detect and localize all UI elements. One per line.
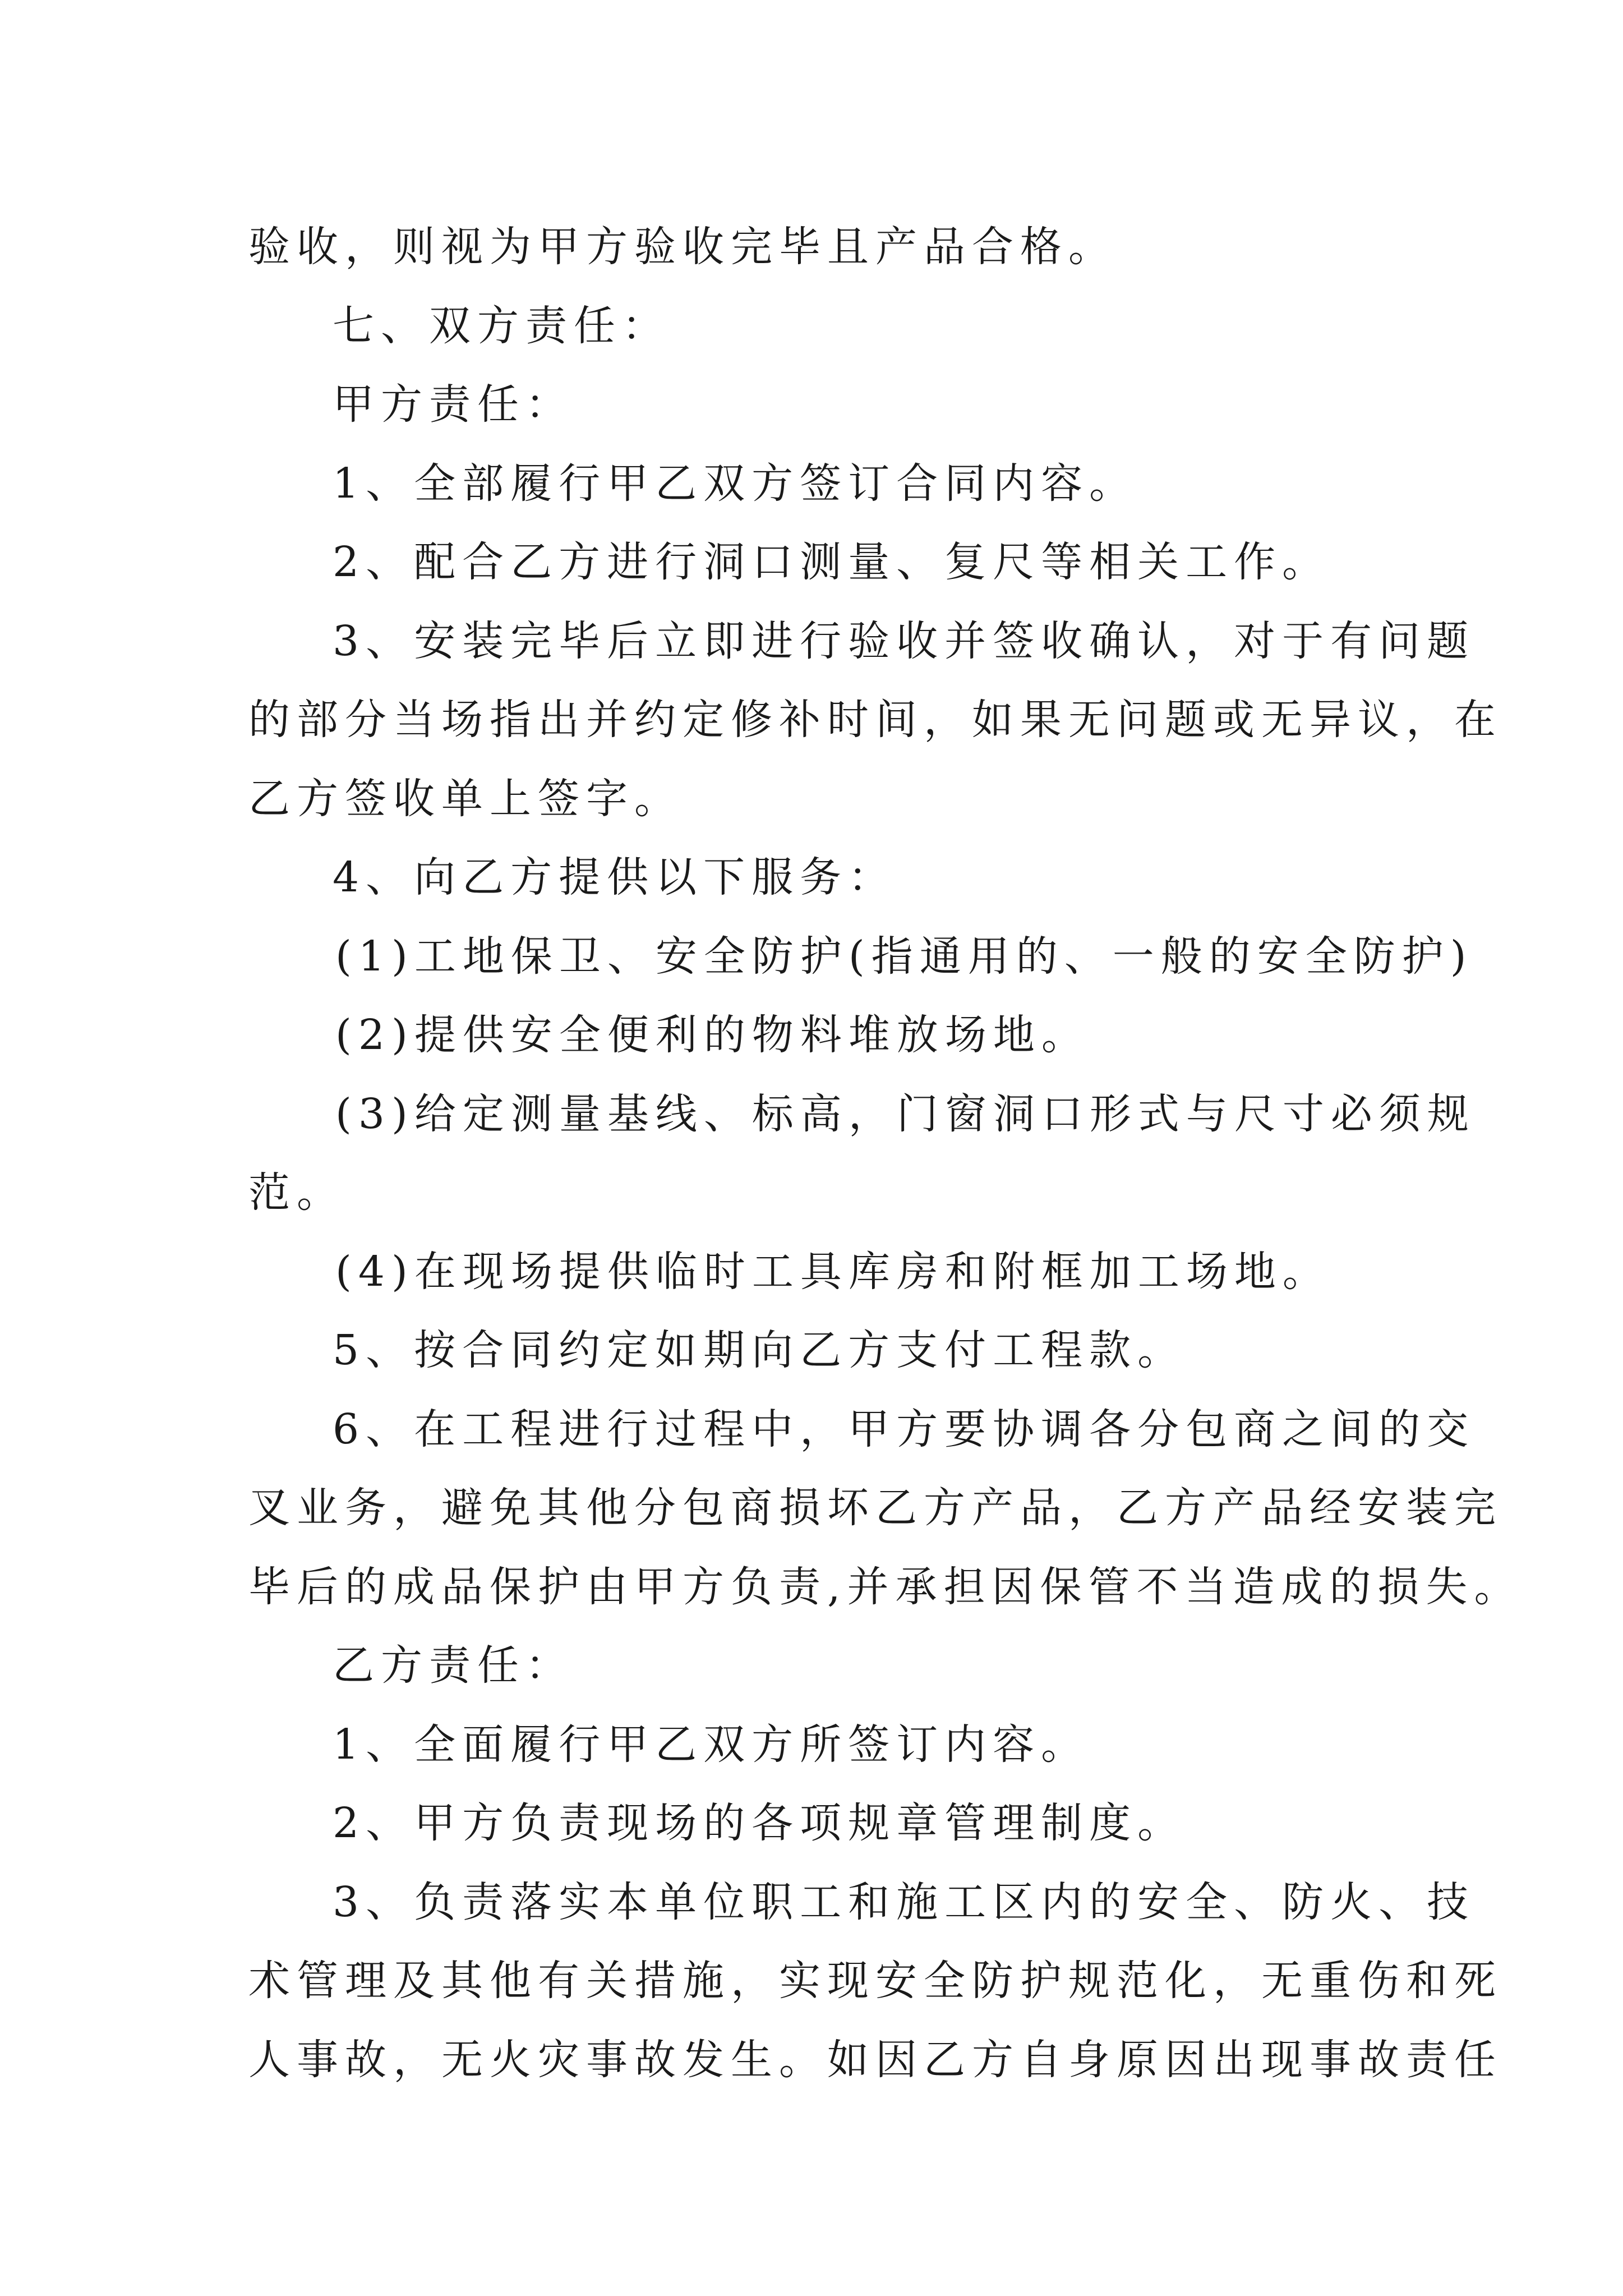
list-item: 3、安装完毕后立即进行验收并签收确认，对于有问题: [333, 616, 1476, 665]
sub-list-item: (2)提供安全便利的物料堆放场地。: [335, 1011, 1090, 1059]
text-line: 叉业务，避免其他分包商损坏乙方产品，乙方产品经安装完: [248, 1484, 1502, 1532]
list-item: 2、甲方负责现场的各项规章管理制度。: [333, 1799, 1186, 1847]
text-line: 乙方签收单上签字。: [248, 774, 683, 823]
list-item: 3、负责落实本单位职工和施工区内的安全、防火、技: [333, 1878, 1476, 1926]
text-line: 毕后的成品保护由甲方负责,并承担因保管不当造成的损失。: [248, 1562, 1523, 1611]
text-line: 术管理及其他有关措施，实现安全防护规范化，无重伤和死: [248, 1957, 1502, 2005]
document-body: [248, 208, 1523, 2099]
sub-list-item: (4)在现场提供临时工具库房和附框加工场地。: [335, 1247, 1331, 1296]
text-line: 范。: [248, 1168, 345, 1217]
list-item: 5、按合同约定如期向乙方支付工程款。: [333, 1326, 1186, 1374]
sub-list-item: (3)给定测量基线、标高，门窗洞口形式与尺寸必须规: [335, 1089, 1476, 1138]
list-item: 6、在工程进行过程中，甲方要协调各分包商之间的交: [333, 1405, 1476, 1453]
text-line: 的部分当场指出并约定修补时间，如果无问题或无异议，在: [248, 696, 1502, 744]
text-line: 验收，则视为甲方验收完毕且产品合格。: [248, 223, 1117, 271]
list-item: 2、配合乙方进行洞口测量、复尺等相关工作。: [333, 538, 1331, 586]
subsection-heading: 乙方责任：: [333, 1641, 574, 1690]
list-item: 4、向乙方提供以下服务：: [333, 853, 897, 901]
section-heading: 七、双方责任：: [333, 301, 670, 350]
text-line: 人事故，无火灾事故发生。如因乙方自身原因出现事故责任: [248, 2035, 1502, 2084]
subsection-heading: 甲方责任：: [333, 380, 574, 429]
list-item: 1、全部履行甲乙双方签订合同内容。: [333, 459, 1138, 508]
list-item: 1、全面履行甲乙双方所签订内容。: [333, 1720, 1090, 1769]
sub-list-item: (1)工地保卫、安全防护(指通用的、一般的安全防护): [335, 932, 1473, 981]
